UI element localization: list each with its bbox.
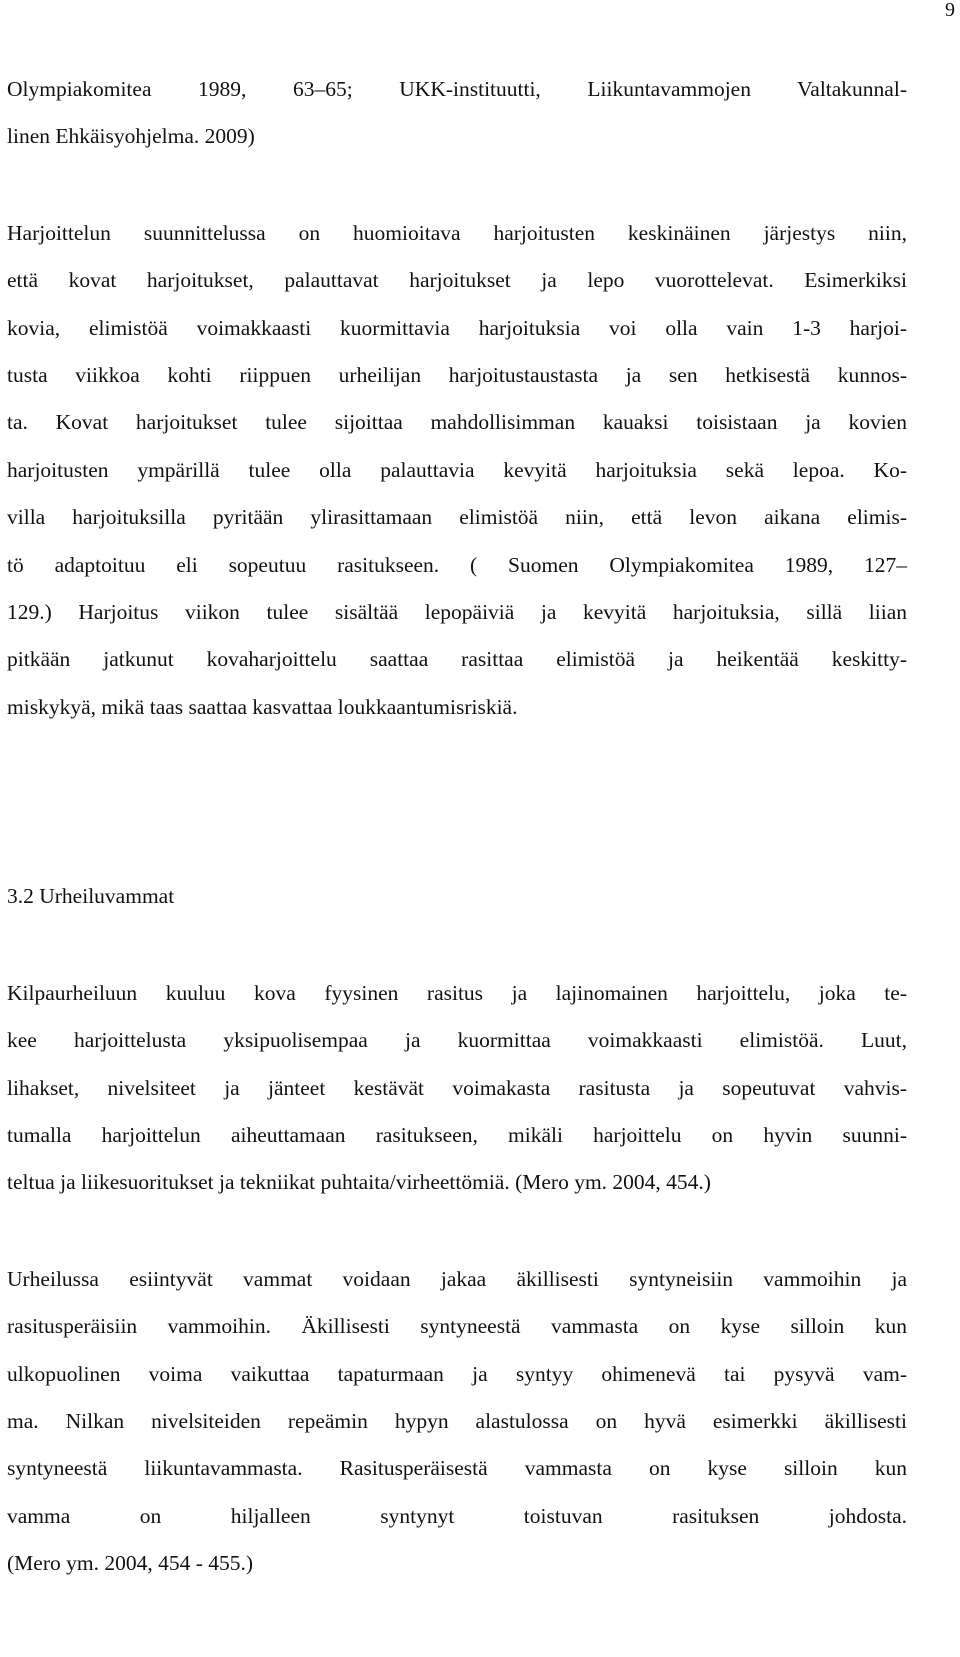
text-line: syntyneestä liikuntavammasta. Rasitusperäisestä vammasta on kyse silloin kun (7, 1456, 907, 1481)
text-line: 129.) Harjoitus viikon tulee sisältää lepopäiviä ja kevyitä harjoituksia, sillä liian (7, 600, 907, 625)
text-line: että kovat harjoitukset, palauttavat harjoitukset ja lepo vuorottelevat. Esimerkiksi (7, 268, 907, 293)
text-line: lihakset, nivelsiteet ja jänteet kestävät voimakasta rasitusta ja sopeutuvat vahvis- (7, 1075, 907, 1100)
page-number: 9 (945, 0, 955, 21)
text-line: linen Ehkäisyohjelma. 2009) (7, 124, 255, 149)
text-line: Urheilussa esiintyvät vammat voidaan jakaa äkillisesti syntyneisiin vammoihin ja (7, 1266, 907, 1291)
text-line: vamma on hiljalleen syntynyt toistuvan rasituksen johdosta. (7, 1503, 907, 1528)
text-line: harjoitusten ympärillä tulee olla palauttavia kevyitä harjoituksia sekä lepoa. Ko- (7, 457, 907, 482)
text-line: miskykyä, mikä taas saattaa kasvattaa loukkaantumisriskiä. (7, 694, 518, 719)
text-line: ma. Nilkan nivelsiteiden repeämin hypyn alastulossa on hyvä esimerkki äkillisesti (7, 1408, 907, 1433)
document-body (7, 66, 907, 1588)
text-line: rasitusperäisiin vammoihin. Äkillisesti syntyneestä vammasta on kyse silloin kun (7, 1314, 907, 1339)
text-line: tumalla harjoittelun aiheuttamaan rasitukseen, mikäli harjoittelu on hyvin suunni- (7, 1122, 907, 1147)
text-line: kee harjoittelusta yksipuolisempaa ja kuormittaa voimakkaasti elimistöä. Luut, (7, 1028, 907, 1053)
paragraph-citation-continuation (7, 66, 907, 161)
text-line: ulkopuolinen voima vaikuttaa tapaturmaan ja syntyy ohimenevä tai pysyvä vam- (7, 1361, 907, 1386)
text-line: kovia, elimistöä voimakkaasti kuormittavia harjoituksia voi olla vain 1-3 harjoi- (7, 315, 907, 340)
text-line: pitkään jatkunut kovaharjoittelu saattaa rasittaa elimistöä ja heikentää keskitty- (7, 647, 907, 672)
paragraph-injury-types (7, 1256, 907, 1588)
text-line: tusta viikkoa kohti riippuen urheilijan harjoitustaustasta ja sen hetkisestä kunnos- (7, 363, 907, 388)
text-line: tö adaptoituu eli sopeutuu rasitukseen. ( Suomen Olympiakomitea 1989, 127– (7, 552, 907, 577)
text-line: Harjoittelun suunnittelussa on huomioitava harjoitusten keskinäinen järjestys niin, (7, 220, 907, 245)
text-line: ta. Kovat harjoitukset tulee sijoittaa mahdollisimman kauaksi toisistaan ja kovien (7, 410, 907, 435)
text-line: Kilpaurheiluun kuuluu kova fyysinen rasitus ja lajinomainen harjoittelu, joka te- (7, 980, 907, 1005)
paragraph-training-planning (7, 210, 907, 731)
text-line: teltua ja liikesuoritukset ja tekniikat puhtaita/virheettömiä. (Mero ym. 2004, 454.) (7, 1170, 711, 1195)
text-line: (Mero ym. 2004, 454 - 455.) (7, 1551, 254, 1576)
paragraph-competitive-sport (7, 970, 907, 1207)
text-line: Olympiakomitea 1989, 63–65; UKK-instituutti, Liikuntavammojen Valtakunnal- (7, 77, 907, 101)
text-line: villa harjoituksilla pyritään ylirasittamaan elimistöä niin, että levon aikana elimis- (7, 505, 907, 530)
section-heading: 3.2 Urheiluvammat (7, 884, 175, 909)
